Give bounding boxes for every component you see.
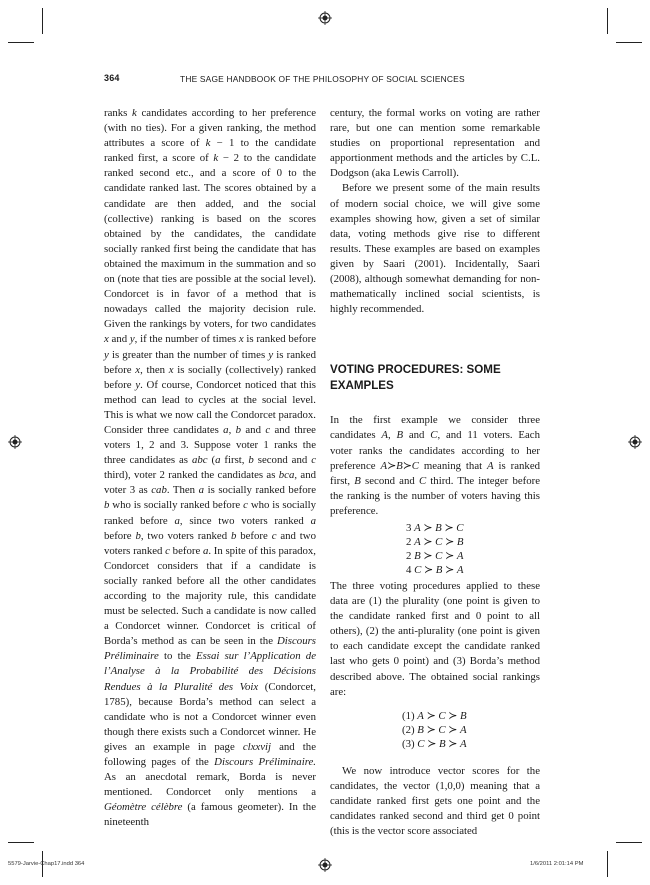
profile-row: 2 B ≻ C ≻ A [406, 549, 464, 562]
body-paragraph: century, the formal works on voting are rather rare, but one can mention some remarkable studies on proportional representation and apportionment methods and the articles by C.L. Dodgson (aka Lewis Carroll). [330, 107, 540, 180]
right-column [330, 106, 540, 839]
preference-profile-list [406, 521, 540, 577]
ranking-row: (2) B ≻ C ≻ A [402, 723, 467, 736]
profile-row: 4 C ≻ B ≻ A [406, 563, 464, 576]
left-column [104, 106, 316, 831]
registration-mark-icon [628, 435, 642, 449]
body-paragraph: The three voting procedures applied to these data are (1) the plurality (one point is given to the candidate ranked first and 0 point to all others), (2) the anti-plurality (one point is given to each candidate except the candidate ranked last who gets 0 point) and (3) Borda’s method described above. The obtained social rankings are: [330, 579, 540, 698]
body-paragraph: Before we present some of the main results of modern social choice, we will give some examples showing how, given a set of similar data, voting methods give rise to different results. These examples are based on examples given by Saari (2001). Incidentally, Saari (2008), although somewhat demanding for non-mathematically inclined social scientists, is highly recommended. [330, 182, 540, 316]
file-info: 5579-Jarvie-Chap17.indd 364 [8, 861, 85, 867]
registration-mark-icon [8, 435, 22, 449]
print-timestamp: 1/6/2011 2:01:14 PM [530, 861, 584, 867]
running-head [104, 73, 540, 87]
ranking-row: (1) A ≻ C ≻ B [402, 709, 467, 722]
crop-mark-top-left-horizontal [8, 42, 34, 43]
registration-mark-icon [318, 858, 332, 872]
body-paragraph: We now introduce vector scores for the candidates, the vector (1,0,0) meaning that a candidate ranked first gets one point and the candidates ranked second and third get 0 point (this is the vector score associated [330, 764, 540, 838]
crop-mark-bottom-left-horizontal [8, 842, 34, 843]
body-paragraph: In the first example we consider three candidates A, B and C, and 11 voters. Each voter ranks the candidates according to her preference A≻B≻C meaning that A is ranked first, B second and C third. The integer before the ranking is the number of voters having this preference. [330, 414, 541, 517]
registration-mark-icon [318, 11, 332, 25]
crop-mark-bottom-right-vertical [607, 851, 608, 877]
crop-mark-top-right-vertical [607, 8, 608, 34]
profile-row: 2 A ≻ C ≻ B [406, 535, 464, 548]
body-paragraph: ranks k candidates according to her preference (with no ties). For a given ranking, the method attributes a score of k − 1 to the candidate ranked first, a score of k − 2 to the candidate ranked second etc., and a score of 0 to the candidate ranked last. The scores obtained by a candidate are then added, and the social (collective) ranking is based on the scores obtained by the candidates, the candidate socially ranked first being the candidate that has obtained the maximum in the summation and so on (note that ties are possible at the social level). Condorcet is in favor of a method that is nowadays called the majority decision rule. Given the rankings by voters, for two candidates x and y, if the number of times x is ranked before y is greater than the number of times y is ranked before x, then x is socially (collectively) ranked before y. Of course, Condorcet noticed that this method can lead to cycles at the social level. This is what we now call the Condorcet paradox. Consider three candidates a, b and c and three voters 1, 2 and 3. Suppose voter 1 ranks the three candidates as abc (a first, b second and c third), voter 2 ranked the candidates as bca, and voter 3 as cab. Then a is socially ranked before b who is socially ranked before c who is socially ranked before a, since two voters ranked a before b, two voters ranked b before c and two voters ranked c before a. In spite of this paradox, Condorcet considers that if a candidate is socially ranked before all the other candidates according to the majority rule, this candidate must be selected. Such a candidate is now called a Condorcet winner. Condorcet is critical of Borda’s method as can be seen in the Discours Préliminaire to the Essai sur l’Application de l’Analyse à la Probabilité des Décisions Rendues à la Pluralité des Voix (Condorcet, 1785), because Borda’s method can select a candidate who is not a Condorcet winner even though there exists such a Condorcet winner. He gives an example in page clxxvij and the following pages of the Discours Préliminaire. As an anecdotal remark, Borda is never mentioned. Condorcet only mentions a Géomètre célèbre (a famous geometer). In the nineteenth [104, 107, 317, 829]
crop-mark-top-left-vertical [42, 8, 43, 34]
ranking-row: (3) C ≻ B ≻ A [402, 737, 467, 750]
profile-row: 3 A ≻ B ≻ C [406, 521, 464, 534]
crop-mark-top-right-horizontal [616, 42, 642, 43]
section-heading: VOTING PROCEDURES: SOME EXAMPLES [330, 363, 501, 393]
page-number: 364 [104, 73, 120, 83]
crop-mark-bottom-right-horizontal [616, 842, 642, 843]
social-rankings-list [402, 709, 540, 751]
book-title: THE SAGE HANDBOOK OF THE PHILOSOPHY OF SOCIAL SCIENCES [180, 74, 465, 84]
